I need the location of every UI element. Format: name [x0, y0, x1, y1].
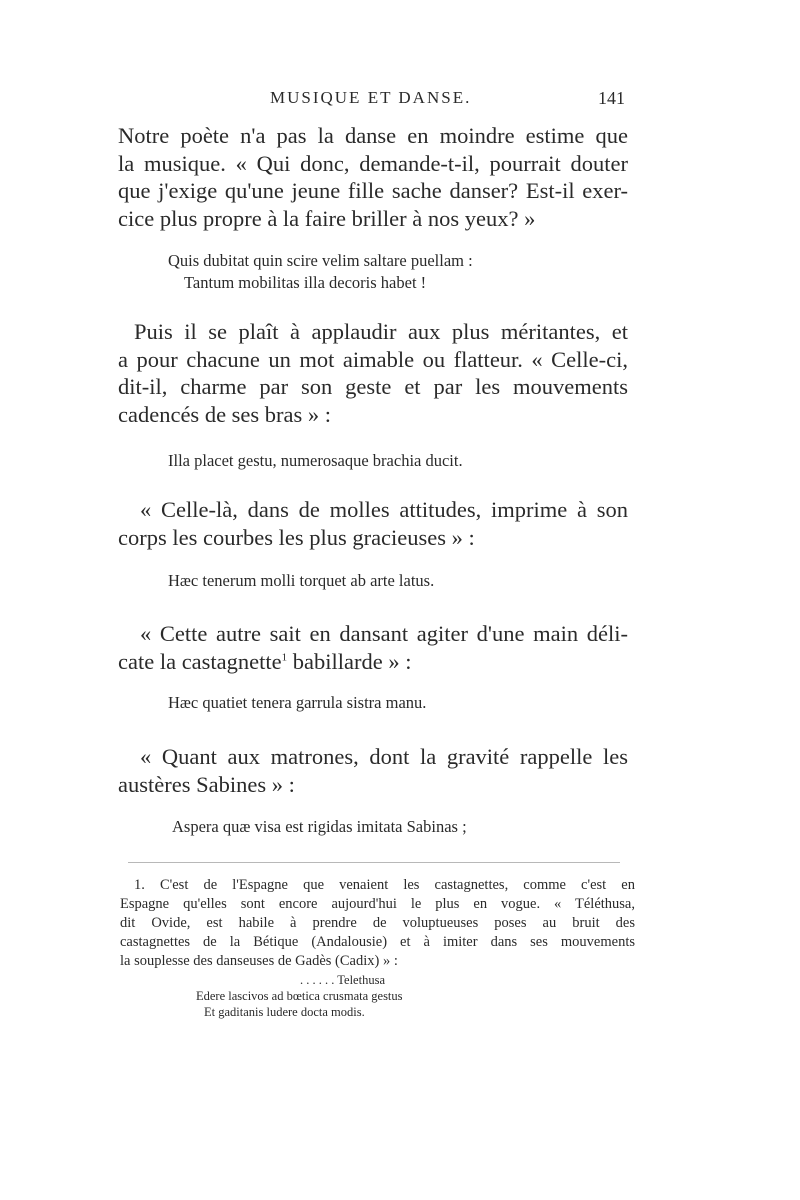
footnote-line: 1. C'est de l'Espagne que venaient les castagnettes, comme c'est en	[134, 877, 635, 893]
paragraph-line: que j'exige qu'une jeune fille sache danser? Est-il exer-	[118, 178, 628, 203]
paragraph-line: dit-il, charme par son geste et par les mouvements	[118, 374, 628, 399]
quote-line: Illa placet gestu, numerosaque brachia ducit.	[168, 451, 463, 470]
paragraph-line: « Cette autre sait en dansant agiter d'une main déli-	[140, 621, 628, 646]
paragraph-line: la musique. « Qui donc, demande-t-il, pourrait douter	[118, 150, 628, 176]
paragraph-line-text: cate la castagnette	[118, 648, 282, 674]
paragraph-line: cice plus propre à la faire briller à nos yeux? »	[118, 205, 536, 231]
footnote	[120, 876, 635, 971]
verse-line: Edere lascivos ad bœtica crusmata gestus	[196, 989, 403, 1003]
latin-quote-1	[168, 250, 473, 294]
paragraph-5	[118, 743, 628, 798]
footnote-marker[interactable]: 1	[281, 651, 288, 663]
footnote-verse	[196, 972, 403, 1020]
quote-line: Quis dubitat quin scire velim saltare puellam :	[168, 251, 473, 270]
paragraph-line: Puis il se plaît à applaudir aux plus méritantes, et	[134, 319, 628, 344]
quote-line: Hæc tenerum molli torquet ab arte latus.	[168, 571, 435, 590]
paragraph-3	[118, 496, 628, 551]
paragraph-line: corps les courbes les plus gracieuses » :	[118, 524, 475, 550]
quote-line: Tantum mobilitas illa decoris habet !	[184, 273, 427, 292]
paragraph-1	[118, 122, 628, 232]
footnote-line: castagnettes de la Bétique (Andalousie) et à imiter dans ses mouvements	[120, 934, 635, 950]
quote-line: Hæc quatiet tenera garrula sistra manu.	[168, 693, 427, 712]
paragraph-line: austères Sabines » :	[118, 771, 295, 797]
footnote-line: dit Ovide, est habile à prendre de voluptueuses poses au bruit des	[120, 915, 635, 931]
latin-quote-5	[172, 816, 467, 838]
verse-line: Et gaditanis ludere docta modis.	[204, 1005, 365, 1019]
paragraph-line-text: babillarde » :	[287, 648, 412, 674]
latin-quote-4	[168, 692, 426, 714]
footnote-divider	[128, 862, 620, 863]
latin-quote-3	[168, 570, 434, 592]
paragraph-line: « Quant aux matrones, dont la gravité rappelle les	[140, 744, 628, 769]
page-number: 141	[598, 88, 625, 108]
quote-line: Aspera quæ visa est rigidas imitata Sabinas ;	[172, 817, 467, 836]
latin-quote-2	[168, 450, 463, 472]
footnote-line: Espagne qu'elles sont encore aujourd'hui le plus en vogue. « Téléthusa,	[120, 896, 635, 912]
paragraph-line: « Celle-là, dans de molles attitudes, imprime à son	[140, 497, 628, 522]
paragraph-2	[118, 318, 628, 428]
paragraph-line: cadencés de ses bras » :	[118, 401, 332, 427]
verse-line: . . . . . . Telethusa	[300, 973, 385, 987]
paragraph-line: a pour chacune un mot aimable ou flatteur. « Celle-ci,	[118, 346, 628, 372]
paragraph-line: Notre poète n'a pas la danse en moindre estime que	[118, 123, 628, 148]
running-title: MUSIQUE ET DANSE.	[270, 88, 472, 107]
paragraph-4	[118, 620, 628, 675]
footnote-line: la souplesse des danseuses de Gadès (Cadix) » :	[120, 953, 398, 969]
paragraph-line	[118, 648, 628, 676]
